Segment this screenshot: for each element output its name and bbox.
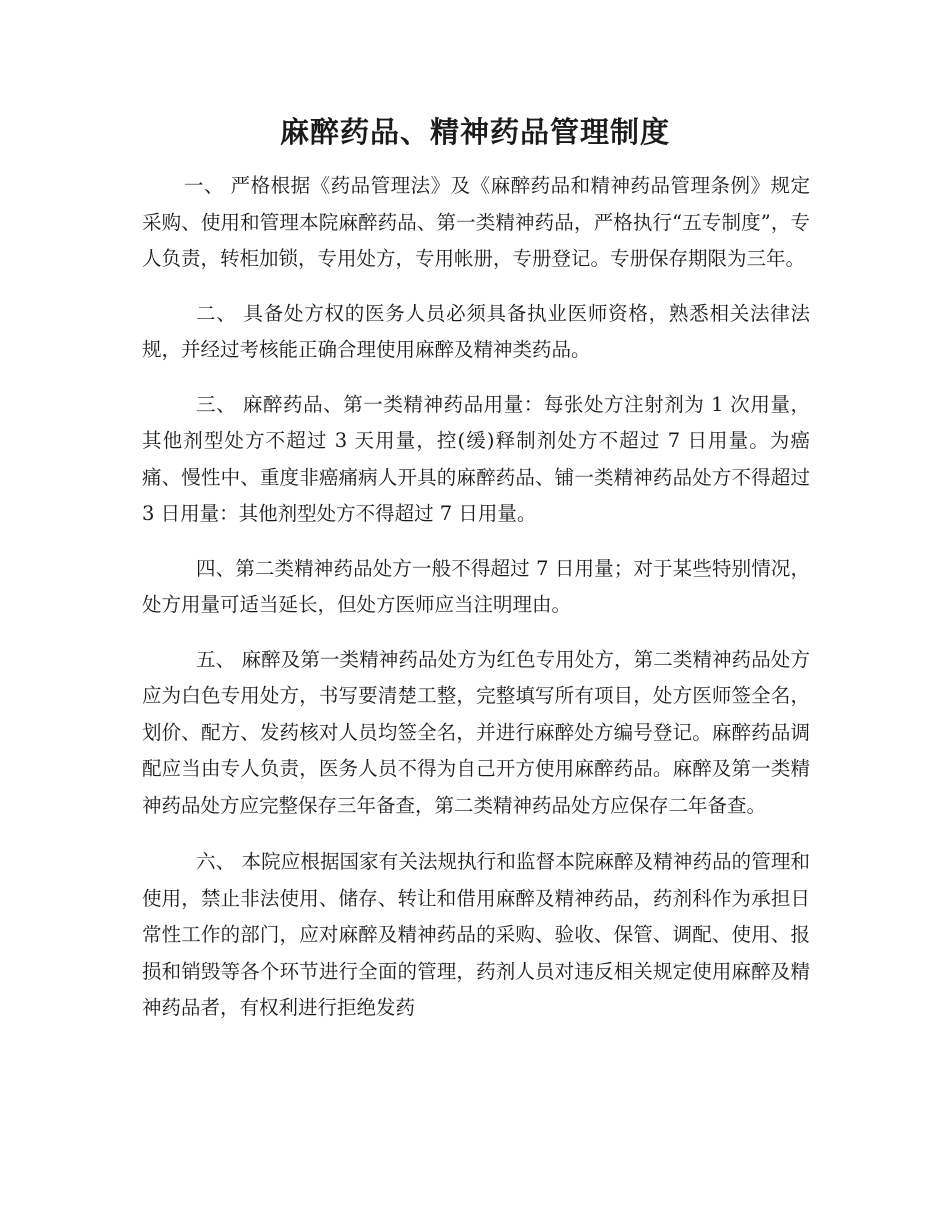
- paragraph-6: 六、 本院应根据国家有关法规执行和监督本院麻醉及精神药品的管理和使用，禁止非法使用、储存、转让和借用麻醉及精神药品，药剂科作为承担日常性工作的部门，应对麻醉及精神药品的采购、验收、保管、调配、使用、报损和销毁等各个环节进行全面的管理，药剂人员对违反相关规定使用麻醉及精神药品者，有权利进行拒绝发药: [142, 850, 810, 1019]
- document-title: 麻醉药品、精神药品管理制度: [279, 115, 670, 149]
- document-body: [142, 168, 810, 1027]
- paragraph-1: 一、 严格根据《药品管理法》及《麻醉药品和精神药品管理条例》规定采购、使用和管理本院麻醉药品、第一类精神药品，严格执行“五专制度”，专人负责，转柜加锁，专用处方，专用帐册，专册登记。专册保存期限为三年。: [142, 174, 810, 270]
- paragraph-5: 五、 麻醉及第一类精神药品处方为红色专用处方，第二类精神药品处方应为白色专用处方，书写要清楚工整，完整填写所有项目，处方医师签全名，划价、配方、发药核对人员均签全名，并进行麻醉处方编号登记。麻醉药品调配应当由专人负责，医务人员不得为自己开方使用麻醉药品。麻醉及第一类精神药品处方应完整保存三年备查，第二类精神药品处方应保存二年备查。: [142, 647, 810, 817]
- paragraph-3: 三、 麻醉药品、第一类精神药品用量：每张处方注射剂为 1 次用量，其他剂型处方不超过 3 天用量，控(缓)释制剂处方不超过 7 日用量。为癌痛、慢性中、重度非癌痛病人开具的麻醉药品、铺一类精神药品处方不得超过 3 日用量：其他剂型处方不得超过 7 日用量。: [142, 392, 810, 525]
- paragraph-2: 二、 具备处方权的医务人员必须具备执业医师资格，熟悉相关法律法规，并经过考核能正确合理使用麻醉及精神类药品。: [142, 301, 810, 361]
- paragraph-4: 四、第二类精神药品处方一般不得超过 7 日用量；对于某些特别情况，处方用量可适当延长，但处方医师应当注明理由。: [142, 556, 810, 616]
